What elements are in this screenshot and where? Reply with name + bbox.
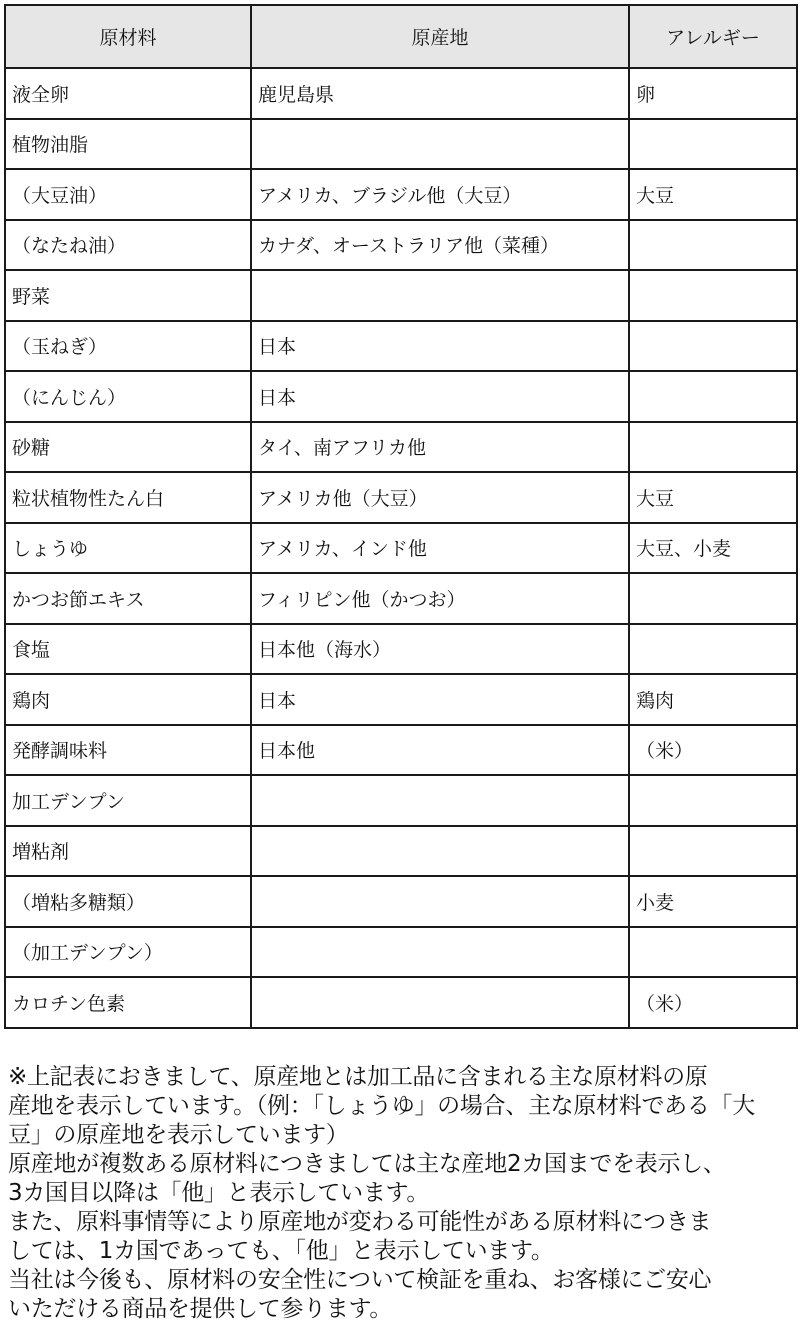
table-row [5,876,797,927]
table-row [5,674,797,725]
table-row [5,422,797,473]
header-origin: 原産地 [251,5,629,68]
origin-cell: アメリカ他（大豆） [251,472,629,523]
origin-cell: 日本 [251,371,629,422]
origin-cell: タイ、南アフリカ他 [251,422,629,473]
table-row [5,927,797,978]
table-row [5,523,797,574]
table-row [5,472,797,523]
allergy-cell [629,573,797,624]
note-line: ※上記表におきまして、原産地とは加工品に含まれる主な原材料の原 [8,1064,708,1090]
origin-cell: アメリカ、インド他 [251,523,629,574]
table-row [5,624,797,675]
allergy-cell [629,220,797,271]
table-row [5,573,797,624]
allergy-cell [629,270,797,321]
origin-cell [251,927,629,978]
ingredient-cell: 砂糖 [5,422,251,473]
ingredient-cell: （加工デンプン） [5,927,251,978]
allergy-cell [629,927,797,978]
origin-cell: 日本他 [251,725,629,776]
note-line: 3カ国目以降は「他」と表示しています。 [8,1180,430,1206]
ingredient-cell: 野菜 [5,270,251,321]
origin-cell [251,977,629,1028]
allergy-cell: （米） [629,977,797,1028]
allergy-cell: 卵 [629,68,797,119]
ingredient-cell: （大豆油） [5,169,251,220]
note-line: しては、1カ国であっても、「他」と表示しています。 [8,1238,554,1264]
table-row [5,371,797,422]
table-row [5,68,797,119]
note-line: 当社は今後も、原材料の安全性について検証を重ね、お客様にご安心 [8,1267,712,1293]
origin-cell [251,119,629,170]
origin-cell [251,876,629,927]
ingredient-cell: カロチン色素 [5,977,251,1028]
ingredient-cell: （なたね油） [5,220,251,271]
origin-cell [251,270,629,321]
ingredient-cell: 鶏肉 [5,674,251,725]
note-line: 産地を表示しています。（例：「しょうゆ」の場合、主な原材料である「大 [8,1093,755,1119]
origin-cell [251,775,629,826]
origin-cell: アメリカ、ブラジル他（大豆） [251,169,629,220]
notes-text [8,1063,798,1324]
table-row [5,977,797,1028]
allergy-cell [629,371,797,422]
ingredient-cell: 液全卵 [5,68,251,119]
origin-cell: 日本 [251,674,629,725]
ingredient-cell: 粒状植物性たん白 [5,472,251,523]
allergy-cell: 大豆 [629,472,797,523]
origin-cell: 日本 [251,321,629,372]
table-row [5,725,797,776]
note-line: 原産地が複数ある原材料につきましては主な産地2カ国までを表示し、 [8,1151,726,1177]
allergy-cell [629,422,797,473]
ingredient-cell: （にんじん） [5,371,251,422]
allergy-cell [629,775,797,826]
note-line: いただける商品を提供して参ります。 [8,1296,393,1322]
table-row [5,321,797,372]
ingredient-cell: 食塩 [5,624,251,675]
allergy-cell: （米） [629,725,797,776]
header-ingredient: 原材料 [5,5,251,68]
ingredient-cell: （増粘多糖類） [5,876,251,927]
table-row [5,119,797,170]
ingredient-cell: （玉ねぎ） [5,321,251,372]
ingredient-cell: 増粘剤 [5,826,251,877]
ingredient-cell: 発酵調味料 [5,725,251,776]
table-row [5,826,797,877]
origin-cell: 鹿児島県 [251,68,629,119]
table-row [5,270,797,321]
table-row [5,220,797,271]
allergy-cell [629,321,797,372]
allergy-cell: 鶏肉 [629,674,797,725]
allergy-cell: 大豆 [629,169,797,220]
ingredients-table [4,4,798,1029]
table-row [5,169,797,220]
allergy-cell: 小麦 [629,876,797,927]
allergy-cell [629,624,797,675]
note-line: 豆」の原産地を表示しています） [8,1122,349,1148]
origin-cell: カナダ、オーストラリア他（菜種） [251,220,629,271]
table-header-row [5,5,797,68]
ingredient-cell: かつお節エキス [5,573,251,624]
header-allergy: アレルギー [629,5,797,68]
origin-cell: 日本他（海水） [251,624,629,675]
origin-cell: フィリピン他（かつお） [251,573,629,624]
ingredient-cell: 植物油脂 [5,119,251,170]
table-row [5,775,797,826]
allergy-cell: 大豆、小麦 [629,523,797,574]
allergy-cell [629,119,797,170]
allergy-cell [629,826,797,877]
note-line: また、原料事情等により原産地が変わる可能性がある原材料につきま [8,1209,712,1235]
ingredient-cell: しょうゆ [5,523,251,574]
ingredient-cell: 加工デンプン [5,775,251,826]
origin-cell [251,826,629,877]
